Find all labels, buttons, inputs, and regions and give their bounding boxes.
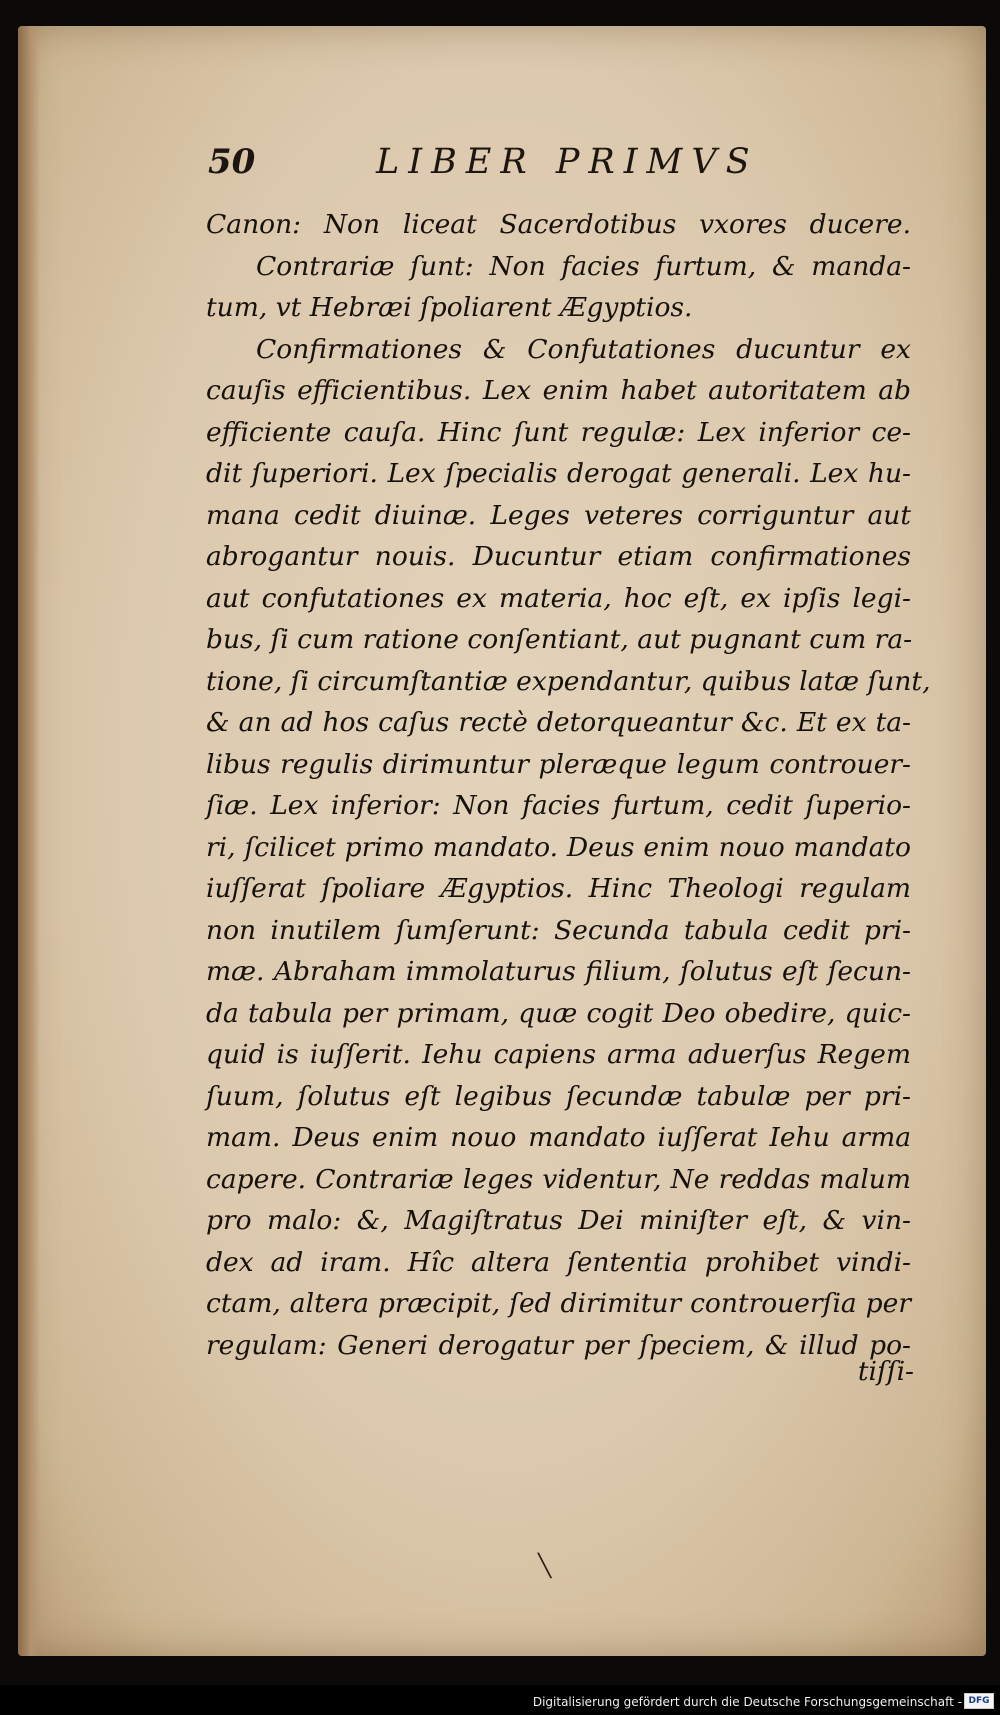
running-head-title: LIBER PRIMVS [376,142,759,182]
body-text [206,204,931,1366]
text-line: iuſſerat ſpoliare Ægyptios. Hinc Theologi regulam [206,873,911,904]
text-line: & an ad hos caſus rectè detorqueantur &c. Et ex ta- [206,707,911,738]
digitization-footer [0,1685,1000,1715]
signature-mark-icon: ╲ [538,1554,552,1579]
text-line: tione, ſi circumſtantiæ expendantur, quibus latæ ſunt, [206,665,931,697]
catchword: tiſſi- [857,1356,914,1387]
text-line: regulam: Generi derogatur per ſpeciem, & illud po- [206,1329,911,1361]
text-line: abrogantur nouis. Ducuntur etiam confirmationes [206,541,911,572]
text-line: cauſis efficientibus. Lex enim habet autoritatem ab [206,375,911,406]
text-line: mæ. Abraham immolaturus filium, ſolutus eſt ſecun- [206,956,911,987]
dfg-logo-icon: DFG [964,1693,994,1709]
text-line: Canon: Non liceat Sacerdotibus vxores ducere. [206,209,911,240]
text-line: pro malo: &, Magiſtratus Dei miniſter eſt, & vin- [206,1205,911,1236]
text-line: Contrariæ ſunt: Non facies furtum, & manda- [256,250,911,282]
text-line: dit ſuperiori. Lex ſpecialis derogat generali. Lex hu- [206,458,911,489]
text-line: non inutilem ſumſerunt: Secunda tabula cedit pri- [206,914,911,946]
book-page [18,26,986,1656]
text-line: libus regulis dirimuntur pleræque legum controuer- [206,748,911,780]
text-line: ſiæ. Lex inferior: Non facies furtum, cedit ſuperio- [206,790,911,821]
text-line: bus, ſi cum ratione conſentiant, aut pugnant cum ra- [206,624,913,655]
text-line: ſuum, ſolutus eſt legibus ſecundæ tabulæ per pri- [206,1080,911,1112]
text-line: tum, vt Hebræi ſpoliarent Ægyptios. [206,292,693,323]
text-line: efficiente cauſa. Hinc ſunt regulæ: Lex inferior ce- [206,416,911,448]
text-line: da tabula per primam, quæ cogit Deo obedire, quic- [206,997,911,1029]
text-line: dex ad iram. Hîc altera ſententia prohibet vindi- [206,1246,911,1278]
page-number: 50 [208,142,256,182]
text-line: mana cedit diuinæ. Leges veteres corriguntur aut [206,499,911,531]
text-line: ctam, altera præcipit, ſed dirimitur controuerſia per [206,1288,911,1319]
page-gutter-edge [18,26,40,1656]
text-line: Confirmationes & Confutationes ducuntur ex [256,333,911,365]
text-line: capere. Contrariæ leges videntur, Ne reddas malum [206,1163,911,1195]
text-line: aut confutationes ex materia, hoc eſt, ex ipſis legi- [206,582,911,614]
text-line: ri, ſcilicet primo mandato. Deus enim nouo mandato [206,831,911,863]
running-head [208,142,768,194]
text-line: mam. Deus enim nouo mandato iuſſerat Iehu arma [206,1122,911,1153]
footer-credit: Digitalisierung gefördert durch die Deutsche Forschungsgemeinschaft - [532,1695,962,1709]
text-line: quid is iuſſerit. Iehu capiens arma aduerſus Regem [206,1039,911,1070]
